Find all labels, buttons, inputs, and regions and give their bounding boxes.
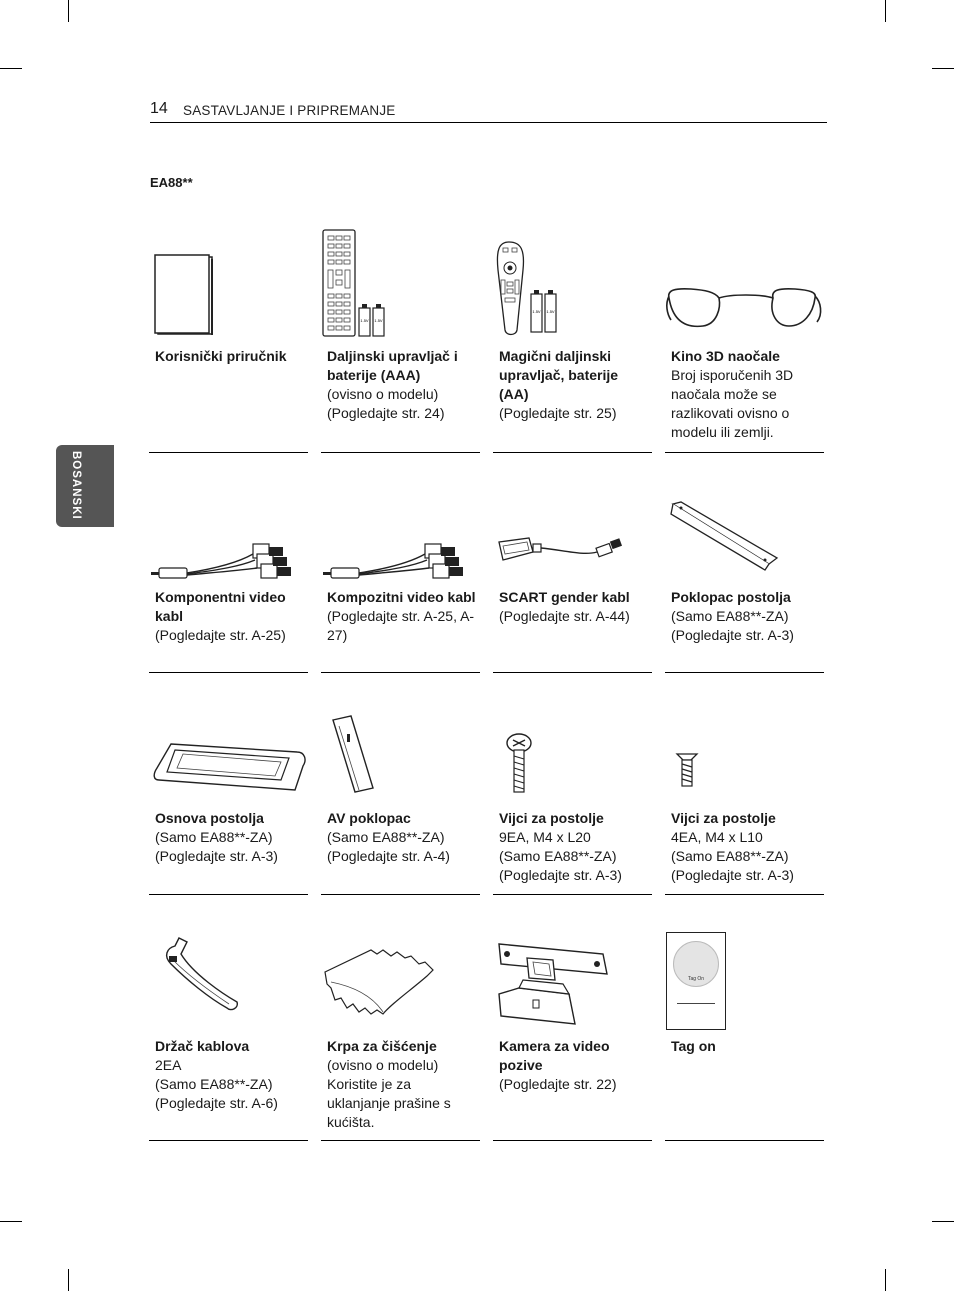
crop-mark [885,0,886,22]
item-title: Poklopac postolja [671,589,791,605]
av-cover-icon [321,714,480,794]
section-title: SASTAVLJANJE I PRIPREMANJE [183,103,396,118]
item-title: AV poklopac [327,810,411,826]
crop-mark [0,68,22,69]
manual-icon [149,253,308,338]
crop-mark [932,1221,954,1222]
divider [493,672,652,673]
item-desc: (Samo EA88**-ZA) (Pogledajte str. A-3) [155,829,278,864]
item-title: SCART gender kabl [499,589,630,605]
crop-mark [68,0,69,22]
divider [149,672,308,673]
tag-on-card-label: Tag On [687,976,705,982]
divider [149,1140,308,1141]
divider [149,452,308,453]
page-number: 14 [150,100,168,117]
item-desc: (ovisno o modelu) (Pogledajte str. 24) [327,386,445,421]
item-title: Magični daljinski upravljač, baterije (AA) [499,348,619,402]
stand-base-icon [149,740,308,800]
stand-cover-icon [665,500,824,572]
item-desc: Broj isporučenih 3D naočala može se razlikovati ovisno o modelu ili zemlji. [671,367,794,440]
battery-label: 1.5V [360,318,369,323]
item-title: Kompozitni video kabl [327,589,476,605]
crop-mark [68,1269,69,1291]
battery-label: 1.5V [532,309,541,314]
item-desc: (Pogledajte str. 22) [499,1076,617,1092]
battery-label: 1.5V [374,318,383,323]
item-title: Vijci za postolje [499,810,604,826]
composite-cable-icon [321,524,480,584]
component-cable-icon [149,524,308,584]
crop-mark [885,1269,886,1291]
item-desc: (Pogledajte str. 25) [499,405,617,421]
divider [321,1140,480,1141]
magic-remote-icon [493,240,652,340]
divider [493,894,652,895]
item-desc: (ovisno o modelu) Koristite je za uklanjanje prašine s kućišta. [327,1057,451,1130]
item-desc: (Pogledajte str. A-44) [499,608,630,624]
item-title: Daljinski upravljač i baterije (AAA) [327,348,458,383]
divider [665,894,824,895]
crop-mark [0,1221,22,1222]
divider [321,894,480,895]
divider [665,1140,824,1141]
item-desc: (Pogledajte str. A-25) [155,627,286,643]
item-title: Vijci za postolje [671,810,776,826]
divider [493,452,652,453]
glasses-icon [665,284,824,334]
item-desc: 2EA (Samo EA88**-ZA) (Pogledajte str. A-6) [155,1057,278,1111]
item-desc: 4EA, M4 x L10 (Samo EA88**-ZA) (Pogledajte str. A-3) [671,829,794,883]
screw-short-icon [665,750,824,790]
camera-icon [493,936,652,1028]
page-header [150,100,827,123]
item-desc: (Samo EA88**-ZA) (Pogledajte str. A-3) [671,608,794,643]
scart-cable-icon [493,532,652,572]
item-title: Tag on [671,1038,716,1054]
item-desc: (Samo EA88**-ZA) (Pogledajte str. A-4) [327,829,450,864]
language-tab-label: BOSANSKI [70,451,82,520]
battery-label: 1.5V [546,309,555,314]
item-title: Držač kablova [155,1038,250,1054]
divider [665,672,824,673]
divider [321,672,480,673]
item-desc: 9EA, M4 x L20 (Samo EA88**-ZA) (Pogledajte str. A-3) [499,829,622,883]
screw-long-icon [493,732,652,796]
item-title: Kamera za video pozive [499,1038,610,1073]
item-desc: (Pogledajte str. A-25, A-27) [327,608,475,643]
item-title: Kino 3D naočale [671,348,780,364]
divider [665,452,824,453]
item-title: Krpa za čišćenje [327,1038,437,1054]
crop-mark [932,68,954,69]
item-title: Korisnički priručnik [155,348,287,364]
item-title: Osnova postolja [155,810,264,826]
divider [321,452,480,453]
cable-holder-icon [149,934,308,1014]
divider [149,894,308,895]
divider [493,1140,652,1141]
cleaning-cloth-icon [321,946,480,1018]
model-heading: EA88** [150,175,193,190]
language-tab [56,445,114,527]
remote-control-icon [321,228,480,340]
item-title: Komponentni video kabl [155,589,286,624]
